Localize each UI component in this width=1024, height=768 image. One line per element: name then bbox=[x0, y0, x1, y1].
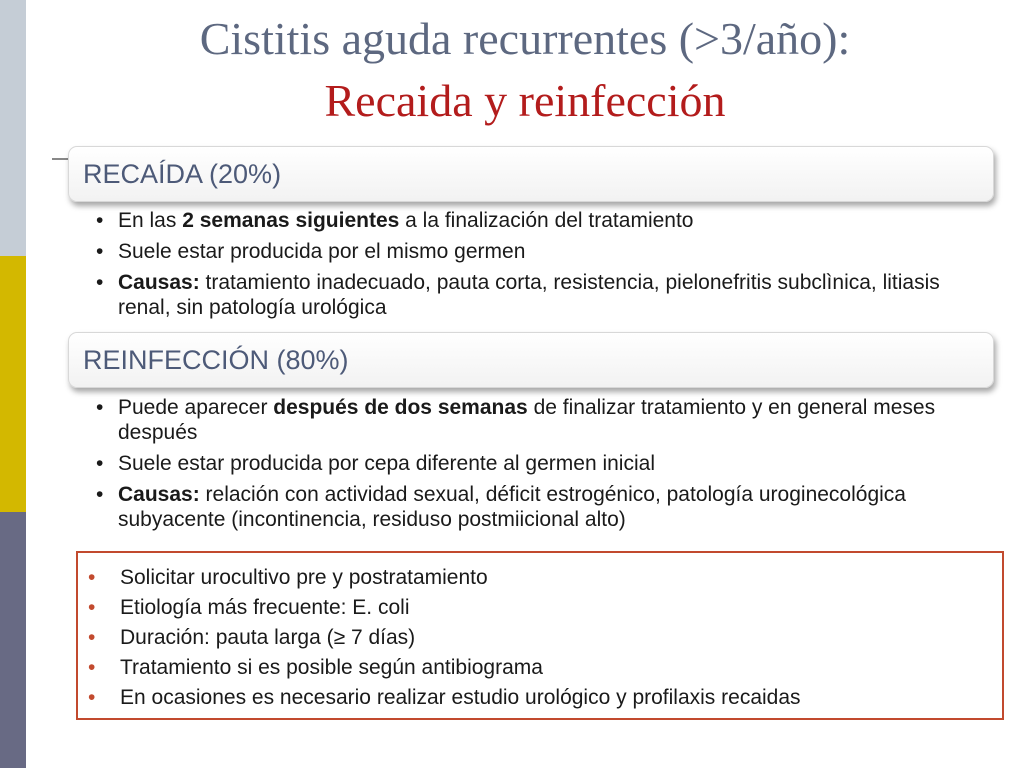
list-item: • Solicitar urocultivo pre y postratamiento bbox=[88, 563, 801, 593]
list-item: • Suele estar producida por cepa diferente al germen inicial bbox=[96, 452, 655, 475]
reinfeccion-bullet-list bbox=[96, 395, 976, 538]
divider-dash bbox=[52, 158, 68, 160]
list-item: • Etiología más frecuente: E. coli bbox=[88, 593, 801, 623]
list-item: • Puede aparecer después de dos semanas de finalizar tratamiento y en general meses después bbox=[96, 396, 936, 444]
bullet-icon: • bbox=[96, 240, 104, 263]
bullet-icon: • bbox=[96, 396, 104, 419]
notes-box bbox=[76, 551, 1004, 720]
bullet-icon: • bbox=[88, 686, 96, 709]
side-stripe-bottom bbox=[0, 512, 26, 768]
bullet-icon: • bbox=[96, 209, 104, 232]
list-item: • Causas: tratamiento inadecuado, pauta corta, resistencia, pielonefritis subclìnica, litiasis renal, sin patología urológica bbox=[96, 271, 940, 319]
slide-subtitle: Recaida y reinfección bbox=[324, 75, 726, 126]
list-item: • Suele estar producida por el mismo germen bbox=[96, 240, 526, 263]
list-item: • En las 2 semanas siguientes a la finalización del tratamiento bbox=[96, 209, 694, 232]
side-stripe-top bbox=[0, 0, 26, 256]
recaida-bullet-list bbox=[96, 208, 976, 326]
bullet-icon: • bbox=[96, 483, 104, 506]
side-stripe-middle bbox=[0, 256, 26, 512]
section-heading-reinfeccion: REINFECCIÓN (80%) bbox=[68, 332, 994, 388]
bullet-icon: • bbox=[88, 566, 96, 589]
bullet-icon: • bbox=[96, 452, 104, 475]
notes-list bbox=[88, 563, 801, 713]
list-item: • Causas: relación con actividad sexual, déficit estrogénico, patología uroginecológica subyacente (incontinencia, residuso postmiicional alto) bbox=[96, 483, 906, 531]
list-item: • En ocasiones es necesario realizar estudio urológico y profilaxis recaidas bbox=[88, 683, 801, 713]
slide-title: Cistitis aguda recurrentes (>3/año): bbox=[199, 13, 851, 64]
list-item: • Tratamiento si es posible según antibiograma bbox=[88, 653, 801, 683]
section-heading-recaida: RECAÍDA (20%) bbox=[68, 146, 994, 202]
bullet-icon: • bbox=[96, 271, 104, 294]
bullet-icon: • bbox=[88, 656, 96, 679]
list-item: • Duración: pauta larga (≥ 7 días) bbox=[88, 623, 801, 653]
bullet-icon: • bbox=[88, 626, 96, 649]
bullet-icon: • bbox=[88, 596, 96, 619]
